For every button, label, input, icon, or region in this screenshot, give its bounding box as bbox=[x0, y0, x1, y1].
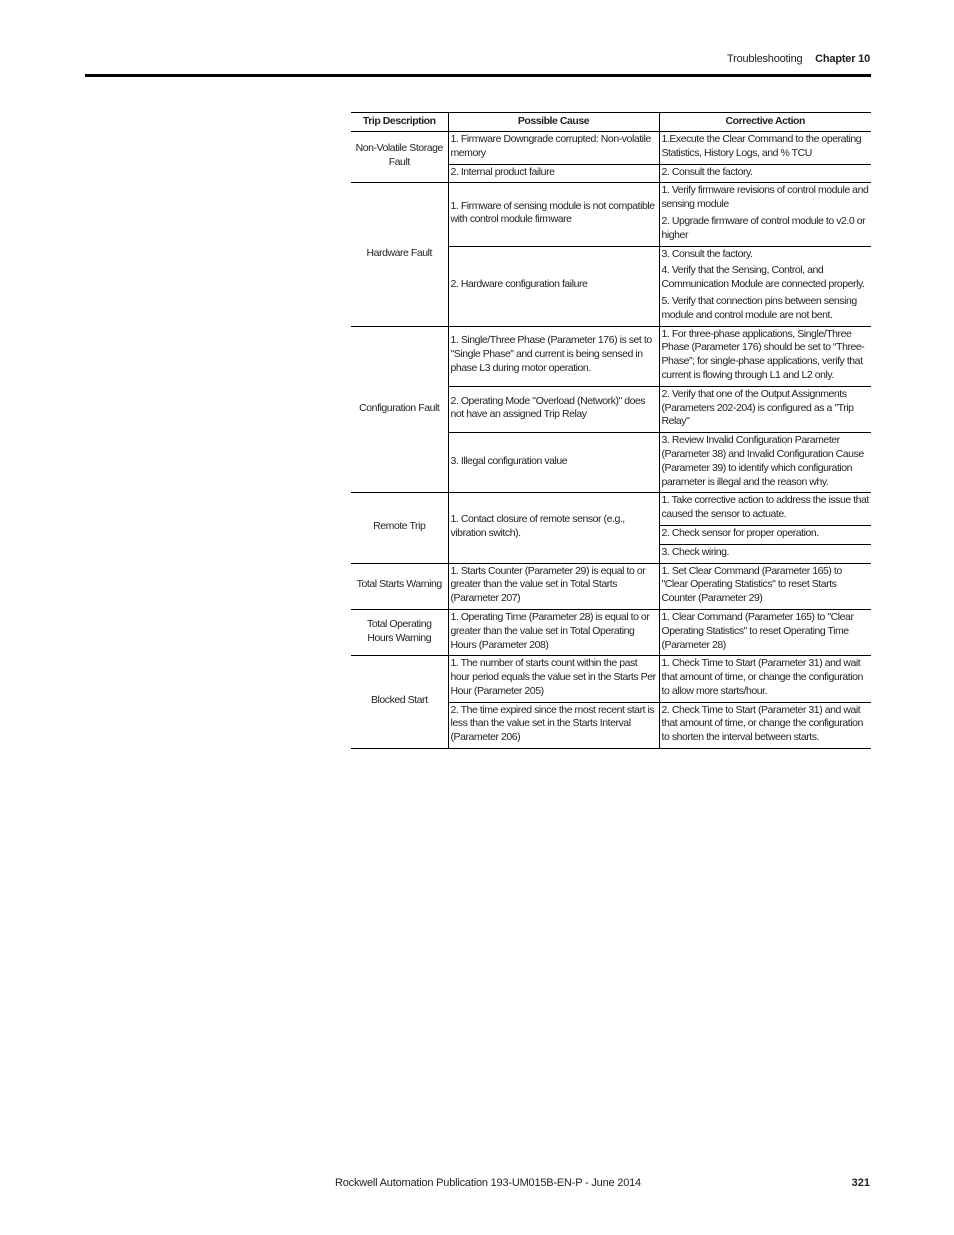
trip-description: Remote Trip bbox=[351, 493, 448, 563]
corrective-action: 1. Set Clear Command (Parameter 165) to "Clear Operating Statistics" to reset Starts Counter (Parameter 29) bbox=[659, 563, 871, 609]
trip-description: Configuration Fault bbox=[351, 326, 448, 493]
corrective-action: 2. Check sensor for proper operation. bbox=[659, 525, 871, 544]
table-row bbox=[351, 132, 871, 165]
running-header-section: Troubleshooting bbox=[727, 53, 803, 65]
trip-description: Non-Volatile Storage Fault bbox=[351, 132, 448, 183]
possible-cause: 2. The time expired since the most recent start is less than the value set in the Starts Interval (Parameter 206) bbox=[448, 702, 659, 748]
table-row bbox=[351, 326, 871, 386]
possible-cause: 2. Internal product failure bbox=[448, 164, 659, 183]
possible-cause: 1. The number of starts count within the past hour period equals the value set in the Starts Per Hour (Parameter 205) bbox=[448, 656, 659, 702]
possible-cause: 2. Hardware configuration failure bbox=[448, 246, 659, 326]
trip-description: Total Operating Hours Warning bbox=[351, 609, 448, 655]
action-step: 2. Upgrade firmware of control module to v2.0 or higher bbox=[661, 214, 866, 241]
possible-cause: 1. Starts Counter (Parameter 29) is equal to or greater than the value set in Total Starts (Parameter 207) bbox=[448, 563, 659, 609]
publication-footer: Rockwell Automation Publication 193-UM015B-EN-P - June 2014 bbox=[335, 1177, 641, 1189]
trip-description: Hardware Fault bbox=[351, 183, 448, 326]
corrective-action: 3. Check wiring. bbox=[659, 544, 871, 563]
table-row bbox=[351, 183, 871, 246]
trip-table bbox=[351, 112, 871, 749]
table-row bbox=[351, 609, 871, 655]
action-step: 1. Verify firmware revisions of control module and sensing module bbox=[661, 184, 869, 211]
corrective-action bbox=[659, 183, 871, 246]
table-header-row bbox=[351, 113, 871, 132]
possible-cause: 1. Firmware of sensing module is not compatible with control module firmware bbox=[448, 183, 659, 246]
action-step: 4. Verify that the Sensing, Control, and Communication Module are connected properly. bbox=[661, 264, 865, 291]
page-number: 321 bbox=[851, 1177, 870, 1189]
corrective-action: 2. Check Time to Start (Parameter 31) and wait that amount of time, or change the configuration to shorten the interval between starts. bbox=[659, 702, 871, 748]
possible-cause: 1. Single/Three Phase (Parameter 176) is set to "Single Phase" and current is being sensed in phase L3 during motor operation. bbox=[448, 326, 659, 386]
trip-description: Blocked Start bbox=[351, 656, 448, 749]
table-row bbox=[351, 563, 871, 609]
possible-cause: 2. Operating Mode "Overload (Network)" does not have an assigned Trip Relay bbox=[448, 386, 659, 432]
action-step: 5. Verify that connection pins between sensing module and control module are not bent. bbox=[661, 294, 857, 321]
column-header-possible-cause: Possible Cause bbox=[448, 113, 659, 132]
corrective-action: 1. Take corrective action to address the issue that caused the sensor to actuate. bbox=[659, 493, 871, 526]
action-step: 3. Consult the factory. bbox=[661, 247, 753, 260]
column-header-corrective-action: Corrective Action bbox=[659, 113, 871, 132]
corrective-action: 2. Verify that one of the Output Assignments (Parameters 202-204) is configured as a "Trip Relay" bbox=[659, 386, 871, 432]
trip-description: Total Starts Warning bbox=[351, 563, 448, 609]
table-row bbox=[351, 656, 871, 702]
table-row bbox=[351, 493, 871, 526]
column-header-trip-description: Trip Description bbox=[351, 113, 448, 132]
possible-cause: 1. Contact closure of remote sensor (e.g., vibration switch). bbox=[448, 493, 659, 563]
corrective-action: 1. For three-phase applications, Single/Three Phase (Parameter 176) should be set to “Three-Phase”; for single-phase applications, verify that current is flowing through L1 and L2 only. bbox=[659, 326, 871, 386]
corrective-action: 3. Review Invalid Configuration Parameter (Parameter 38) and Invalid Configuration Cause (Parameter 39) to identify which configuration parameter is illegal and the reason why. bbox=[659, 433, 871, 493]
corrective-action: 1. Check Time to Start (Parameter 31) and wait that amount of time, or change the configuration to allow more starts/hour. bbox=[659, 656, 871, 702]
possible-cause: 1. Operating Time (Parameter 28) is equal to or greater than the value set in Total Operating Hours (Parameter 208) bbox=[448, 609, 659, 655]
possible-cause: 1. Firmware Downgrade corrupted: Non-volatile memory bbox=[448, 132, 659, 165]
corrective-action: 1. Clear Command (Parameter 165) to "Clear Operating Statistics" to reset Operating Time (Parameter 28) bbox=[659, 609, 871, 655]
running-header-chapter: Chapter 10 bbox=[815, 53, 870, 65]
corrective-action: 2. Consult the factory. bbox=[659, 164, 871, 183]
header-rule bbox=[85, 74, 871, 77]
possible-cause: 3. Illegal configuration value bbox=[448, 433, 659, 493]
corrective-action: 1.Execute the Clear Command to the operating Statistics, History Logs, and % TCU bbox=[659, 132, 871, 165]
corrective-action bbox=[659, 246, 871, 326]
